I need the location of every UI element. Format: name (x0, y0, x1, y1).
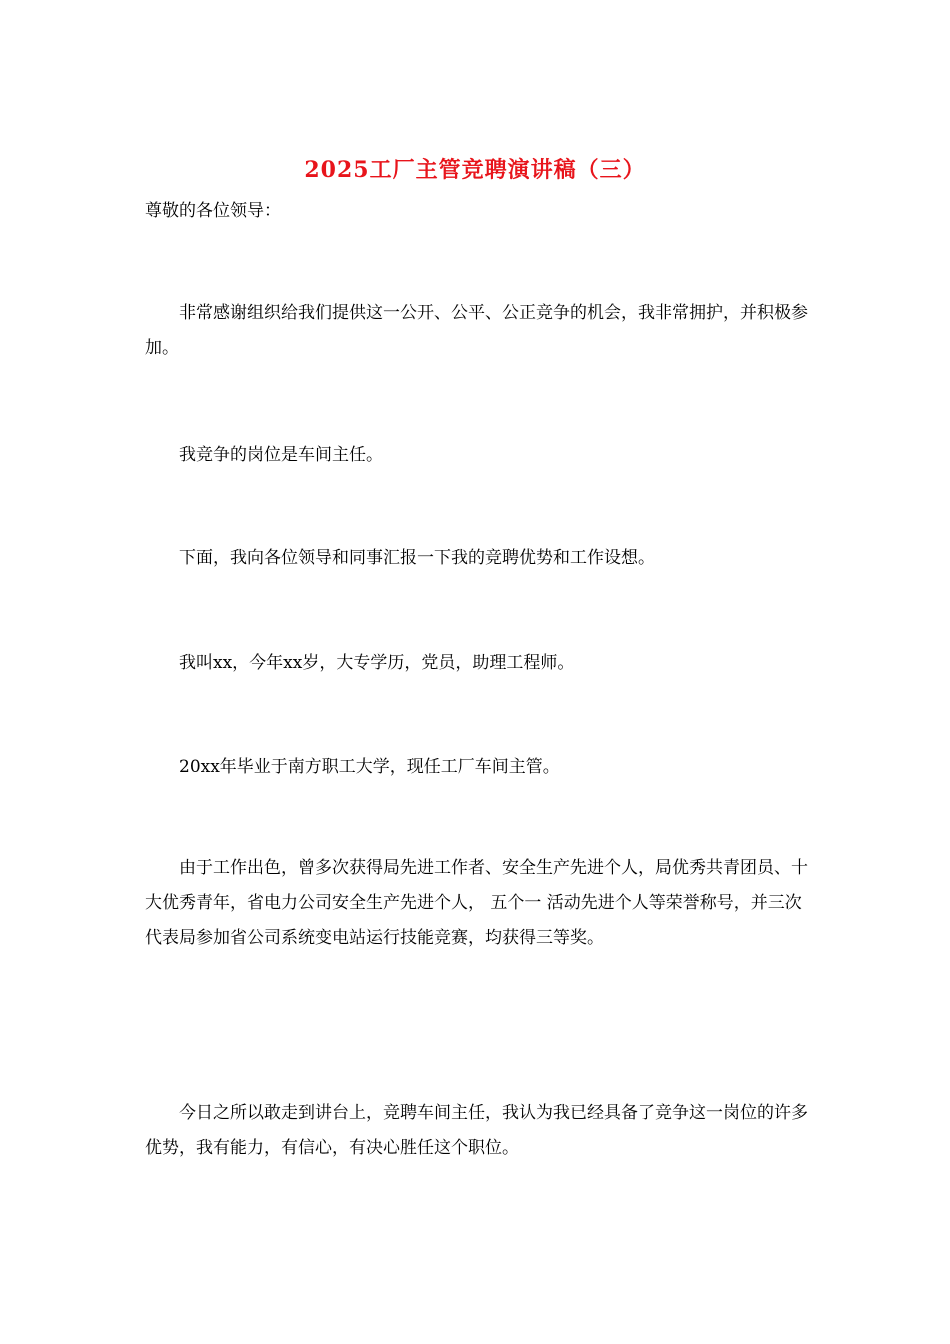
paragraph-position: 我竞争的岗位是车间主任。 (179, 445, 383, 465)
paragraph-overview: 下面，我向各位领导和同事汇报一下我的竞聘优势和工作设想。 (179, 548, 655, 568)
paragraph-education: 20xx年毕业于南方职工大学，现任工厂车间主管。 (179, 757, 560, 777)
paragraph-thanks: 非常感谢组织给我们提供这一公开、公平、公正竞争的机会，我非常拥护，并积极参加。 (145, 303, 808, 358)
paragraph-confidence: 今日之所以敢走到讲台上，竞聘车间主任，我认为我已经具备了竞争这一岗位的许多优势，我有能力，有信心，有决心胜任这个职位。 (145, 1103, 808, 1158)
paragraph-honors: 由于工作出色，曾多次获得局先进工作者、安全生产先进个人，局优秀共青团员、十大优秀青年，省电力公司安全生产先进个人， 五个一 活动先进个人等荣誉称号，并三次代表局参加省公司系统变电站运行技能竞赛，均获得三等奖。 (145, 858, 808, 948)
paragraph-intro: 我叫xx，今年xx岁，大专学历，党员，助理工程师。 (179, 653, 575, 673)
salutation: 尊敬的各位领导： (145, 201, 281, 221)
document-title: 2025工厂主管竞聘演讲稿（三） (304, 157, 646, 183)
